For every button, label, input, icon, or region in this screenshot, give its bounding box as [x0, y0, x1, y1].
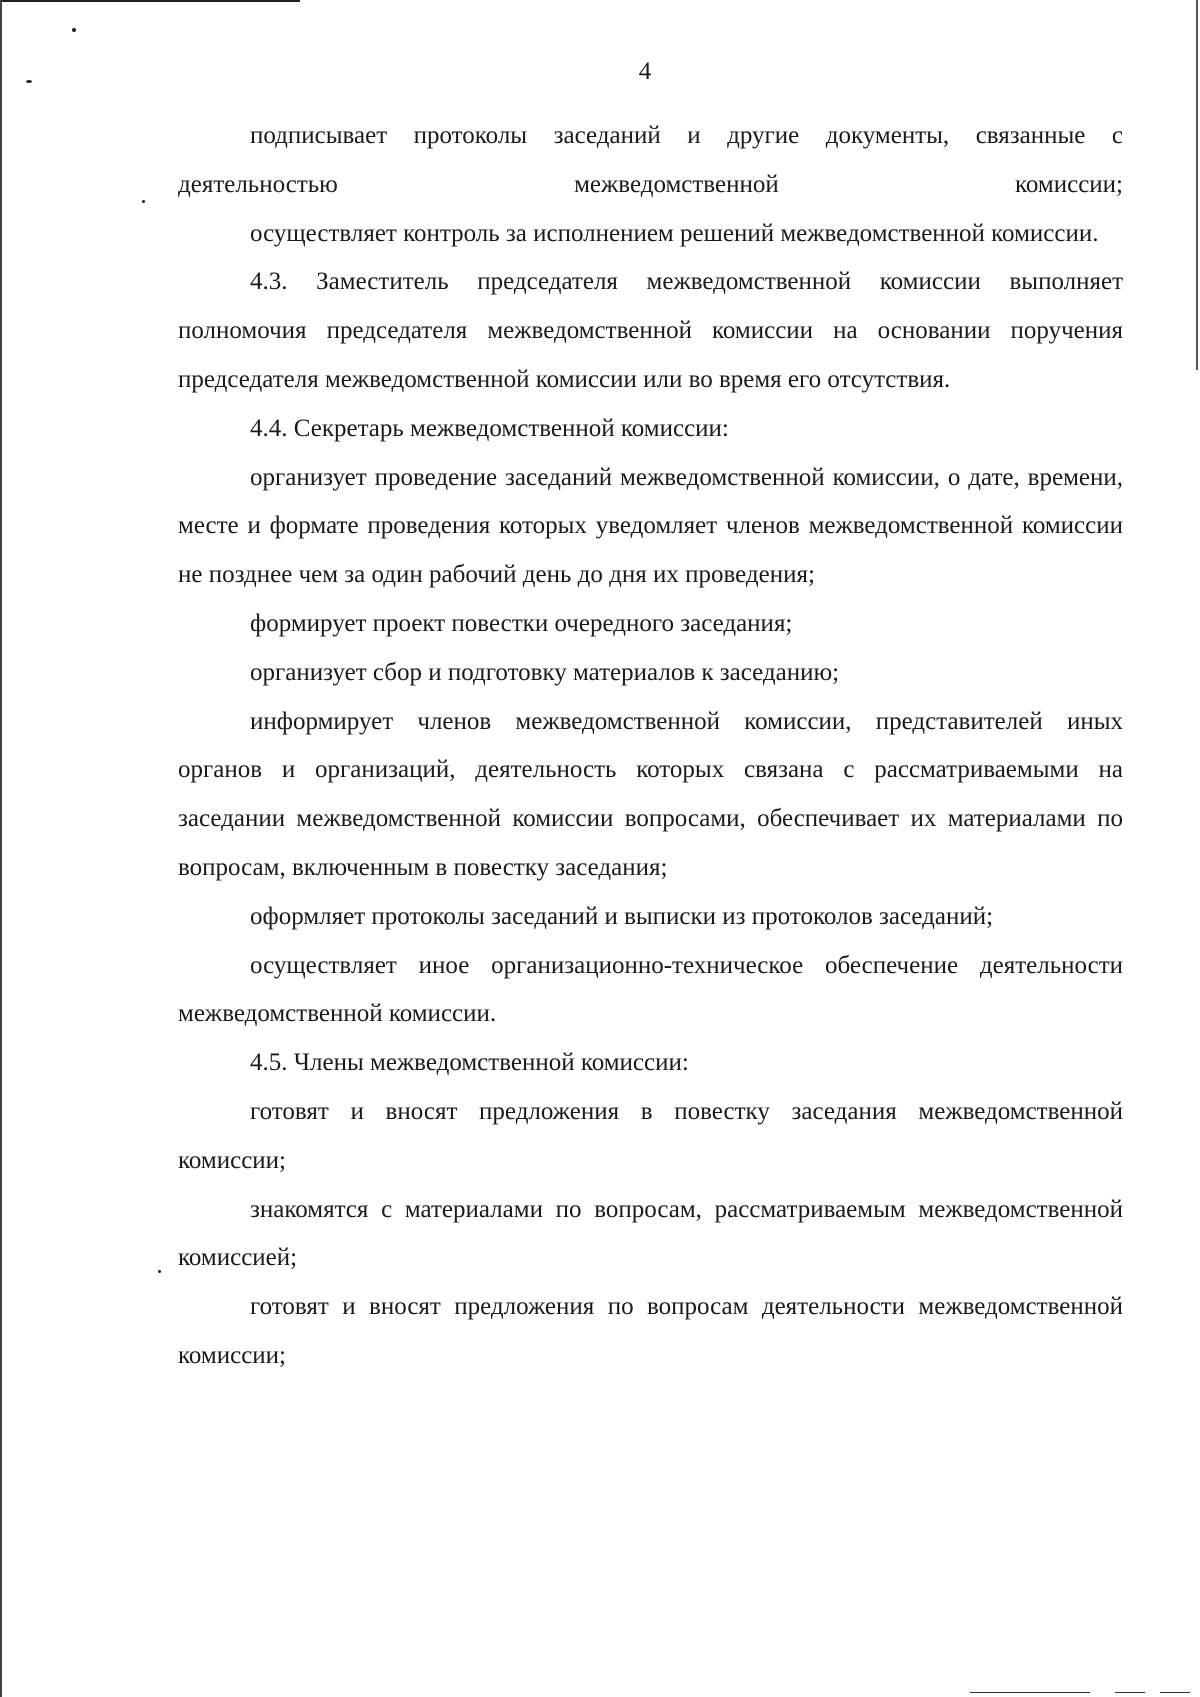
paragraph-heading: 4.5. Члены межведомственной комиссии:	[250, 1049, 689, 1077]
paragraph: информирует членов межведомственной комиссии, представителей иных органов и организаций, деятельность которых связана с рассматриваемыми на заседании межведомственной комиссии вопросами, обеспечивает их материалами по вопросам, включенным в повестку заседания;	[178, 707, 1123, 881]
document-body	[178, 112, 1123, 1381]
scan-edge-right	[1196, 0, 1198, 370]
paragraph: оформляет протоколы заседаний и выписки из протоколов заседаний;	[250, 902, 994, 930]
scan-dash-bottom	[1160, 1692, 1190, 1693]
scan-dash-bottom	[1115, 1692, 1145, 1693]
paragraph: осуществляет иное организационно-техническое обеспечение деятельности межведомственной комиссии.	[178, 951, 1123, 1028]
paragraph: организует сбор и подготовку материалов к заседанию;	[250, 658, 840, 686]
paragraph: готовят и вносят предложения в повестку заседания межведомственной комиссии;	[178, 1097, 1123, 1174]
paragraph: 4.3. Заместитель председателя межведомственной комиссии выполняет полномочия председателя межведомственной комиссии на основании поручения председателя межведомственной комиссии или во время его отсутствия.	[178, 268, 1123, 393]
paragraph: организует проведение заседаний межведомственной комиссии, о дате, времени, месте и формате проведения которых уведомляет членов межведомственной комиссии не позднее чем за один рабочий день до дня их проведения;	[178, 463, 1123, 589]
scan-edge-top	[0, 0, 300, 2]
paragraph: знакомятся с материалами по вопросам, рассматриваемым межведомственной комиссией;	[178, 1195, 1123, 1272]
paragraph: формирует проект повестки очередного заседания;	[250, 609, 793, 637]
paragraph: готовят и вносят предложения по вопросам деятельности межведомственной комиссии;	[178, 1293, 1123, 1369]
scan-dash-bottom	[970, 1692, 1090, 1693]
paragraph-heading: 4.4. Секретарь межведомственной комиссии:	[250, 414, 729, 442]
scan-speck	[72, 28, 76, 32]
paragraph: осуществляет контроль за исполнением решений межведомственной комиссии.	[250, 219, 1099, 247]
scan-speck	[158, 1270, 161, 1273]
scan-edge-left	[0, 0, 2, 1697]
scan-speck	[142, 200, 145, 203]
paragraph: подписывает протоколы заседаний и другие документы, связанные с деятельностью межведомственной комиссии;	[178, 122, 1123, 198]
page-number: 4	[638, 58, 652, 85]
